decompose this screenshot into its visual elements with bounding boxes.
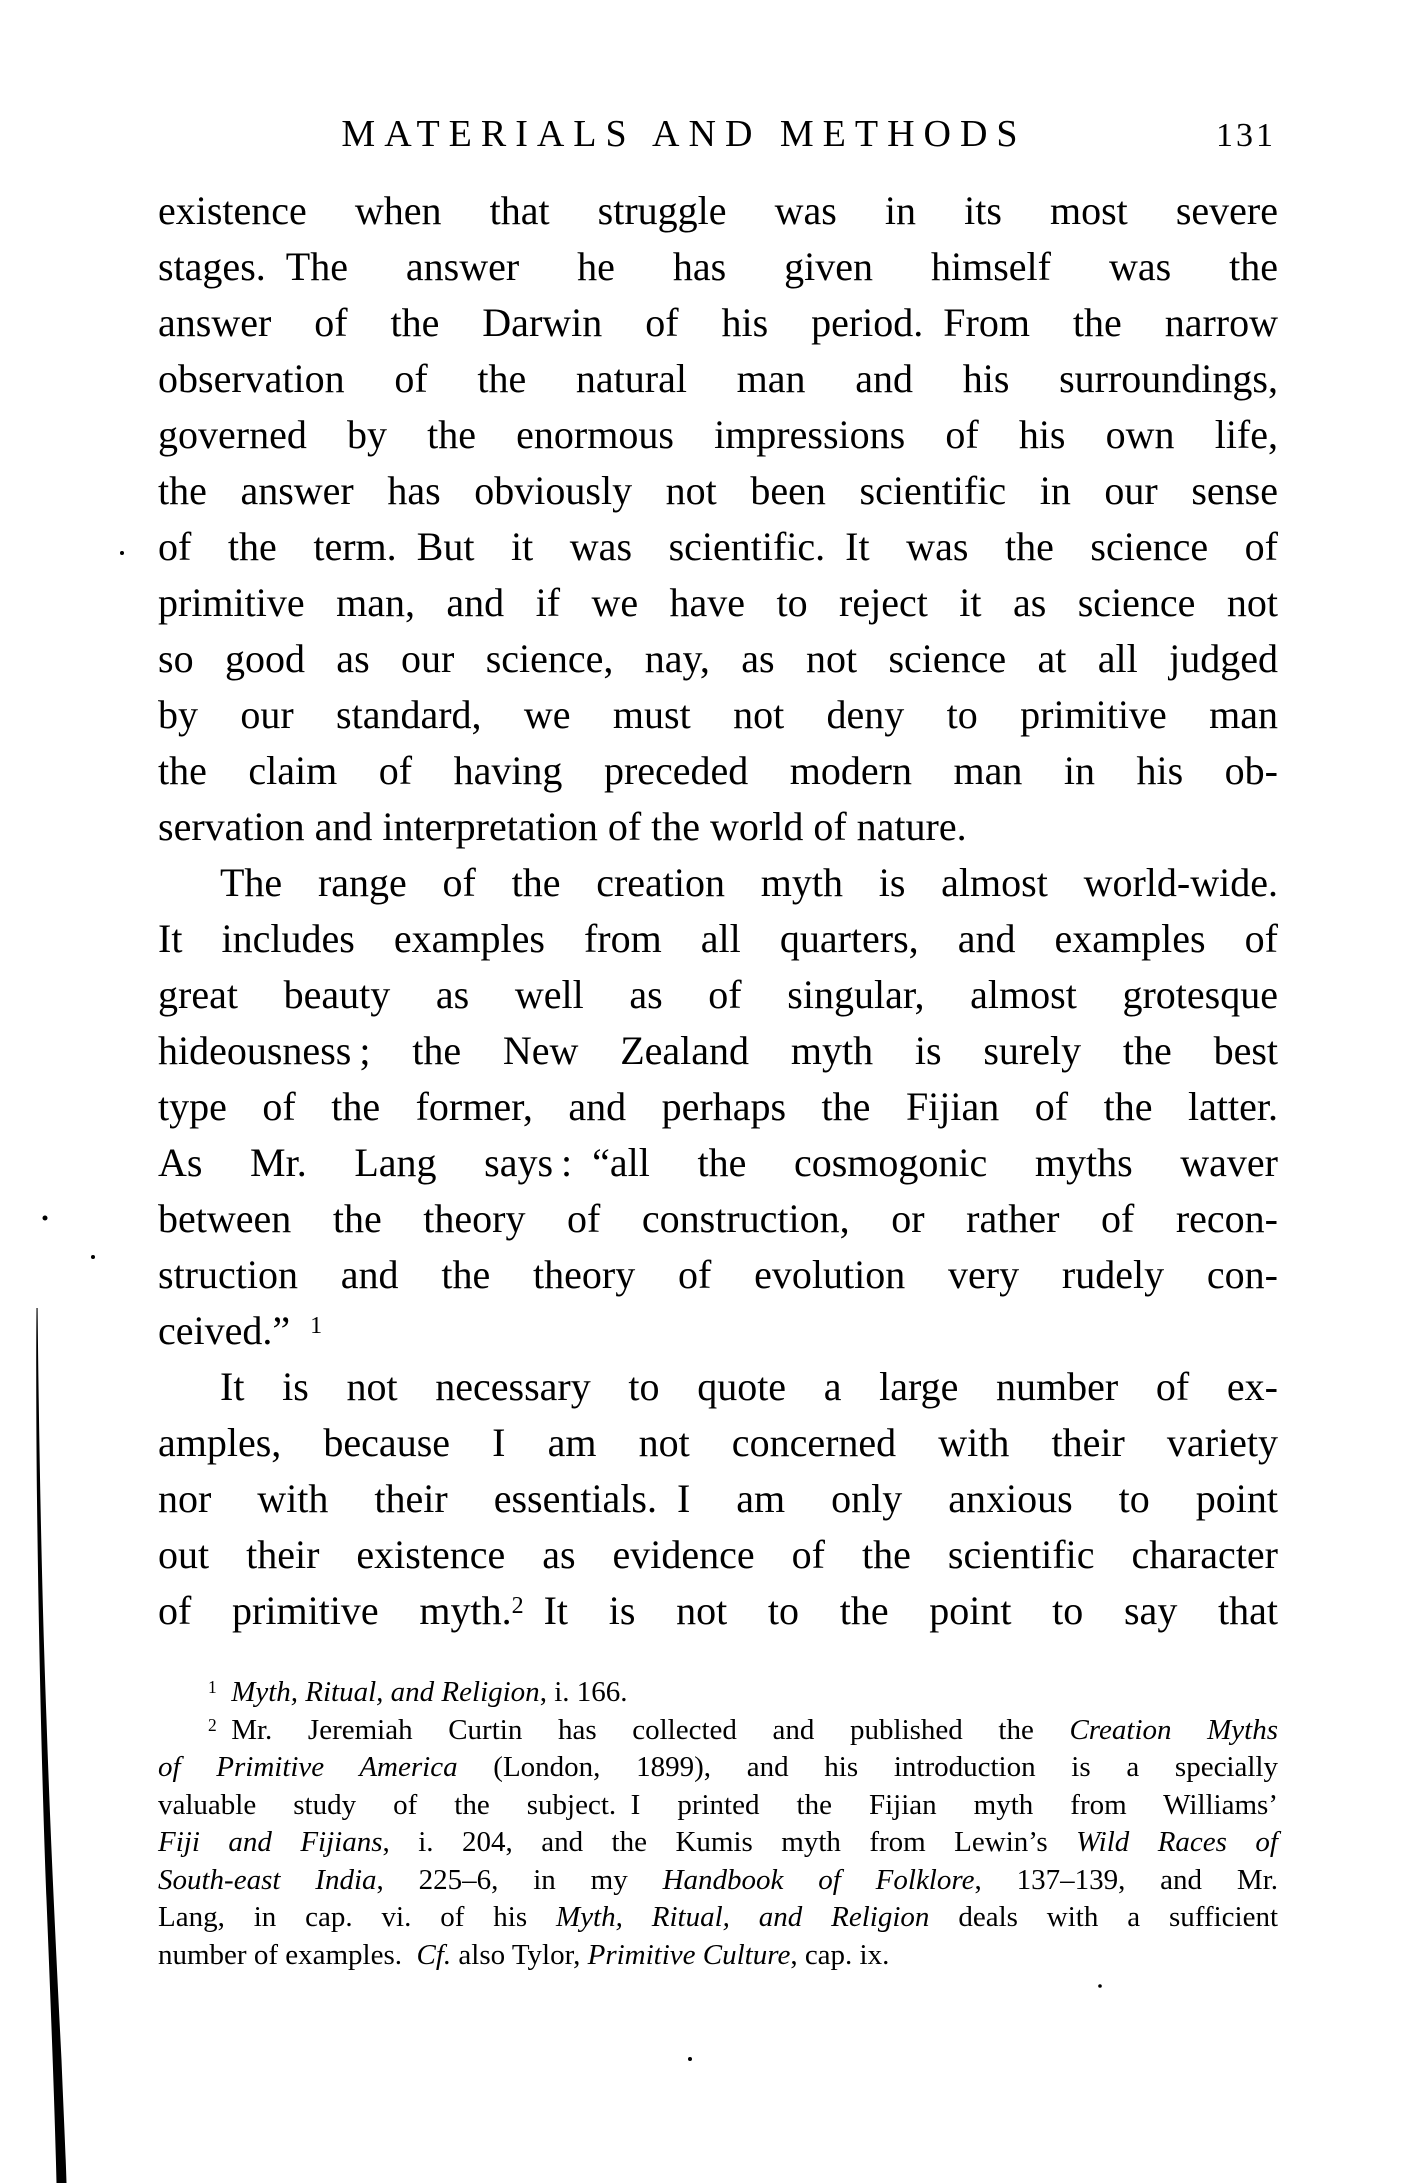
text-segment: hideousness ; the New Zealand myth is surely the best	[158, 1028, 1278, 1073]
text-line	[158, 1471, 1278, 1527]
text-segment: primitive man, and if we have to reject it as science not	[158, 580, 1278, 625]
text-segment: type of the former, and perhaps the Fijian of the latter.	[158, 1084, 1278, 1129]
text-segment: It includes examples from all quarters, and examples of	[158, 916, 1278, 961]
text-segment: , i. 166.	[539, 1676, 628, 1708]
text-segment: governed by the enormous impressions of his own life,	[158, 412, 1278, 457]
text-segment: number of examples.	[158, 1938, 417, 1971]
text-segment: Myth, Ritual, and Religion	[231, 1676, 540, 1708]
text-segment: , cap. ix.	[790, 1938, 890, 1971]
text-line	[158, 967, 1278, 1023]
text-segment: It is not necessary to quote a large number of ex-	[220, 1364, 1278, 1409]
text-segment: It is not to the point to say that	[523, 1588, 1278, 1633]
text-segment: ceived.”	[158, 1308, 311, 1353]
text-segment: of primitive myth.	[158, 1588, 512, 1633]
text-line	[158, 519, 1278, 575]
text-segment: valuable study of the subject. I printed the Fijian myth from Williams’	[158, 1788, 1278, 1821]
text-line	[158, 1359, 1278, 1415]
page-number: 131	[1216, 117, 1276, 154]
paragraph	[158, 855, 1278, 1359]
text-line	[158, 1135, 1278, 1191]
paragraph	[158, 1359, 1278, 1639]
text-segment: Myth, Ritual, and Religion	[556, 1901, 930, 1933]
text-line	[158, 1415, 1278, 1471]
text-line	[158, 183, 1278, 239]
text-segment: answer of the Darwin of his period. From the narrow	[158, 300, 1278, 345]
text-segment: , 137–139, and Mr.	[974, 1863, 1278, 1896]
text-segment: , 225–6, in my	[376, 1863, 663, 1896]
text-segment: the answer has obviously not been scientific in our sense	[158, 468, 1278, 513]
running-title: MATERIALS AND METHODS	[341, 113, 1027, 155]
text-segment: deals with a sufficient	[929, 1901, 1278, 1933]
text-line	[158, 1527, 1278, 1583]
scan-speck	[688, 2057, 692, 2061]
text-line	[158, 1862, 1278, 1900]
text-line	[158, 463, 1278, 519]
text-line	[158, 295, 1278, 351]
text-segment: amples, because I am not concerned with their variety	[158, 1420, 1278, 1465]
text-segment: Mr. Jeremiah Curtin has collected and published the	[216, 1713, 1070, 1746]
text-segment: out their existence as evidence of the scientific character	[158, 1532, 1278, 1577]
footnotes	[158, 1674, 1278, 1974]
text-segment: so good as our science, nay, as not science at all judged	[158, 636, 1278, 681]
text-line	[158, 1937, 1278, 1975]
text-line	[158, 407, 1278, 463]
text-line	[158, 1023, 1278, 1079]
text-line	[158, 1749, 1278, 1787]
text-segment: As Mr. Lang says : “all the cosmogonic myths waver	[158, 1140, 1278, 1185]
text-line	[158, 575, 1278, 631]
text-segment: servation and interpretation of the world of nature.	[158, 804, 967, 849]
body-text	[158, 183, 1278, 1639]
scan-speck	[43, 1216, 48, 1221]
text-line	[158, 1899, 1278, 1937]
text-segment: existence when that struggle was in its most severe	[158, 188, 1278, 233]
text-segment: Handbook of Folklore	[662, 1863, 975, 1896]
text-segment: The range of the creation myth is almost world-wide.	[220, 860, 1278, 905]
text-segment: Fiji and Fijians	[158, 1826, 383, 1858]
text-line	[158, 1824, 1278, 1862]
text-line	[158, 1583, 1278, 1639]
text-segment: Wild Races of	[1076, 1826, 1278, 1858]
text-line	[158, 1191, 1278, 1247]
text-segment	[217, 1676, 232, 1708]
text-segment: of the term. But it was scientific. It was the science of	[158, 524, 1278, 569]
text-line	[158, 631, 1278, 687]
text-segment: Cf.	[416, 1938, 452, 1971]
footnote-marker: 1	[310, 1313, 323, 1340]
text-segment: Primitive Culture	[587, 1938, 791, 1971]
text-segment: nor with their essentials. I am only anxious to point	[158, 1476, 1278, 1521]
text-segment: struction and the theory of evolution very rudely con-	[158, 1252, 1278, 1297]
paragraph	[158, 1674, 1278, 1712]
text-segment: of Primitive America	[158, 1751, 458, 1783]
text-line	[158, 1712, 1278, 1750]
scan-speck	[120, 551, 124, 555]
text-line	[158, 1674, 1278, 1712]
text-segment: South-east India	[158, 1863, 377, 1896]
text-segment: (London, 1899), and his introduction is a specially	[457, 1751, 1278, 1783]
text-line	[158, 239, 1278, 295]
footnote-marker: 2	[511, 1593, 524, 1620]
text-line	[158, 1787, 1278, 1825]
text-line	[158, 1303, 1278, 1359]
text-line	[158, 799, 1278, 855]
text-line	[158, 1247, 1278, 1303]
text-line	[158, 855, 1278, 911]
text-segment: the claim of having preceded modern man in his ob-	[158, 748, 1278, 793]
text-line	[158, 911, 1278, 967]
text-segment: Creation Myths	[1069, 1713, 1279, 1746]
paragraph	[158, 1712, 1278, 1975]
text-segment: great beauty as well as of singular, almost grotesque	[158, 972, 1278, 1017]
text-segment: , i. 204, and the Kumis myth from Lewin’s	[382, 1826, 1077, 1858]
text-line	[158, 1079, 1278, 1135]
scan-speck	[91, 1255, 95, 1259]
text-segment: stages. The answer he has given himself was the	[158, 244, 1278, 289]
paragraph	[158, 183, 1278, 855]
text-line	[158, 351, 1278, 407]
text-segment: Lang, in cap. vi. of his	[158, 1901, 557, 1933]
text-segment: observation of the natural man and his surroundings,	[158, 356, 1278, 401]
scan-speck	[1098, 1984, 1102, 1988]
text-line	[158, 743, 1278, 799]
footnote-marker: 1	[208, 1677, 217, 1698]
text-segment: between the theory of construction, or rather of recon-	[158, 1196, 1278, 1241]
text-segment: also Tylor,	[451, 1938, 588, 1971]
page-header	[158, 112, 1278, 164]
footnote-marker: 2	[208, 1714, 217, 1735]
text-segment: by our standard, we must not deny to primitive man	[158, 692, 1278, 737]
scan-scratch-mark	[36, 1308, 66, 2183]
text-line	[158, 687, 1278, 743]
